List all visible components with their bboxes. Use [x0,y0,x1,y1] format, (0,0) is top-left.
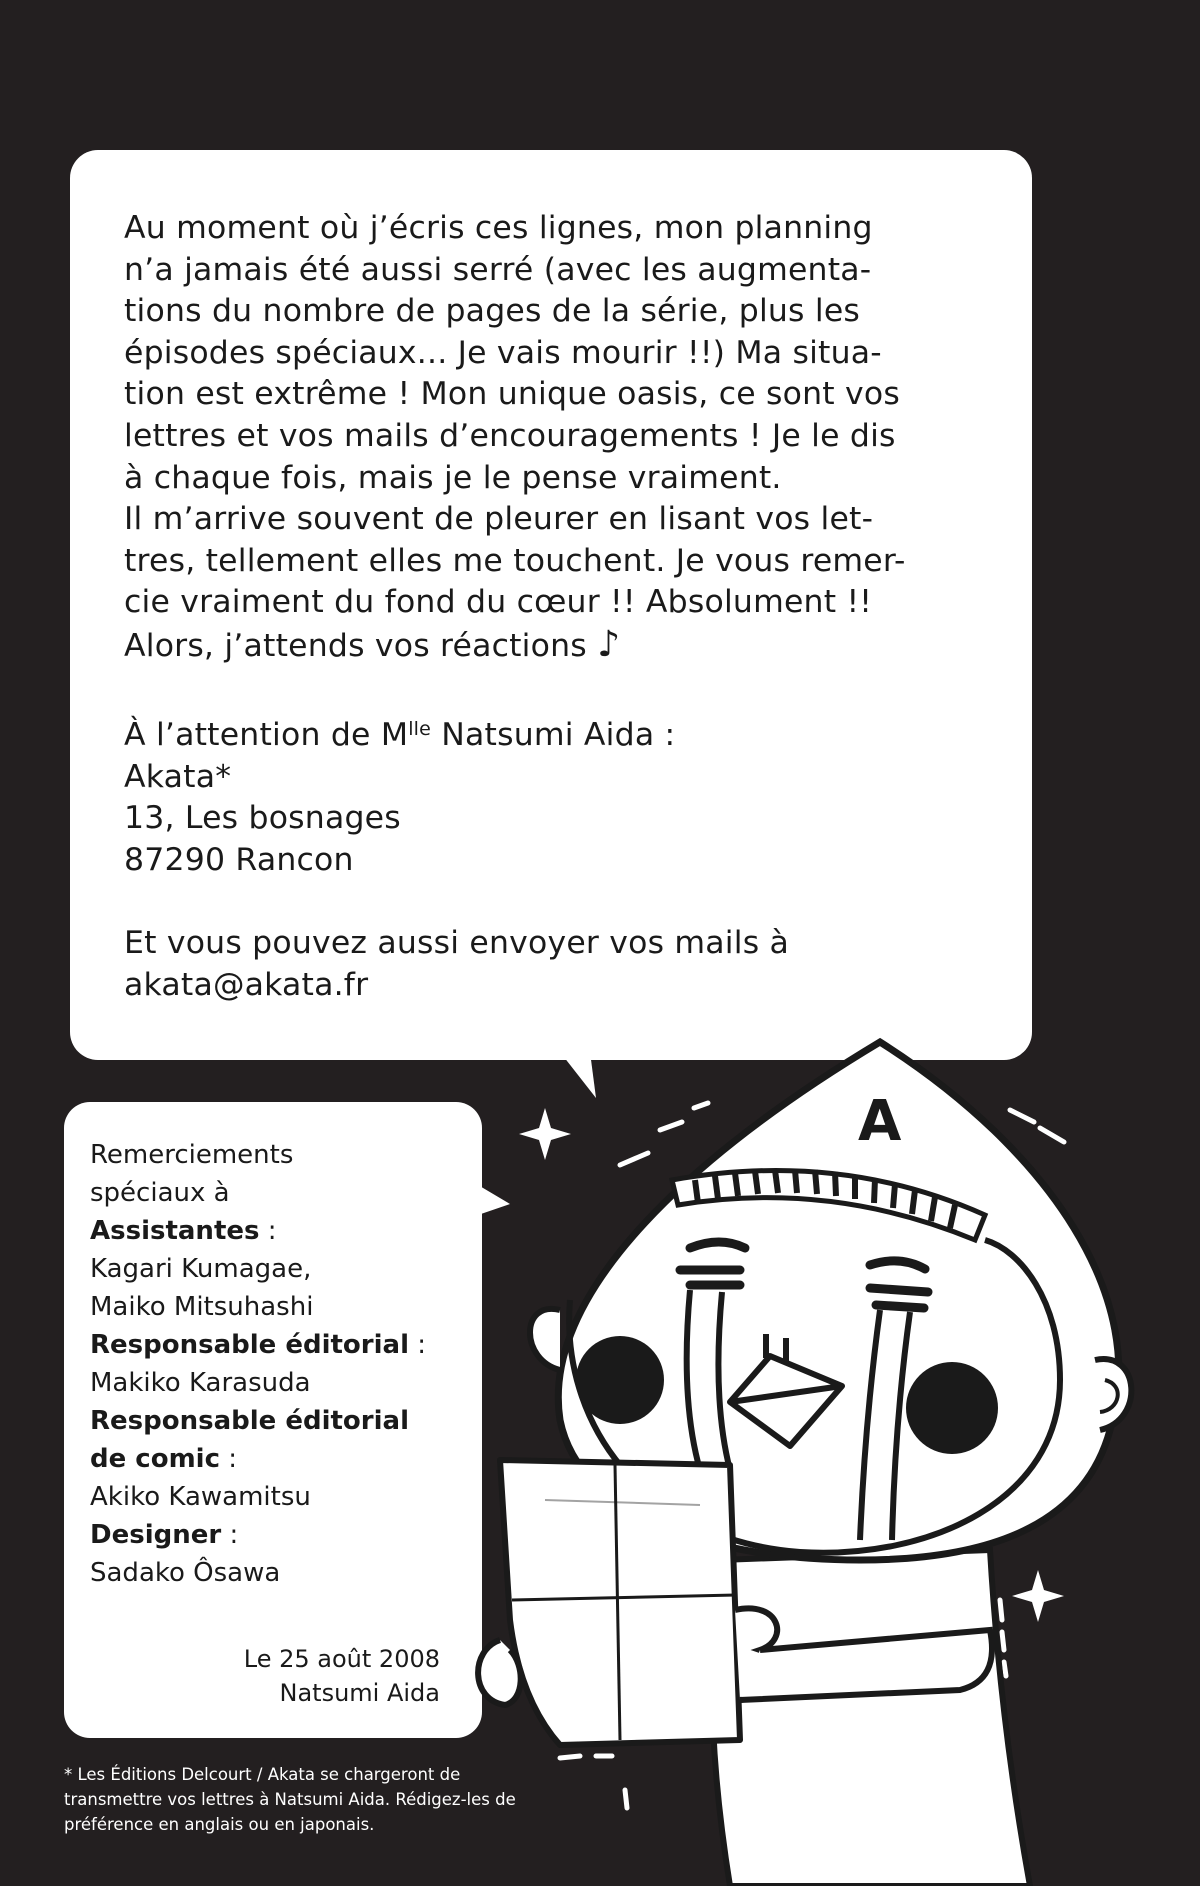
credits-bubble-tail [478,1185,510,1215]
colon: : [221,1520,239,1550]
credits-heading: Remerciements [90,1140,294,1170]
closing-text: Alors, j’attends vos réactions [124,627,587,664]
hat-letter: A [858,1089,902,1154]
assistants-label: Assistantes [90,1216,260,1246]
colon: : [259,1216,277,1246]
editor-label: Responsable éditorial [90,1330,409,1360]
letter-line: lettres et vos mails d’encouragements ! Je le dis [124,417,896,454]
footnote-line: * Les Éditions Delcourt / Akata se chargeront de [64,1765,461,1784]
letter-line: tion est extrême ! Mon unique oasis, ce sont vos [124,376,900,413]
letter-line: épisodes spéciaux... Je vais mourir !!) Ma situa- [124,334,882,371]
colon: : [408,1330,427,1360]
email-intro: Et vous pouvez aussi envoyer vos mails à [124,925,790,962]
address-line: 13, Les bosnages [124,800,401,837]
email-address: akata@akata.fr [124,966,369,1003]
editor-name: Makiko Karasuda [90,1368,311,1398]
address-intro: À l’attention de M [124,717,409,754]
address-name: Natsumi Aida : [431,717,676,754]
left-ear [530,1309,560,1370]
signature-author: Natsumi Aida [279,1679,440,1707]
footnote-line: transmettre vos lettres à Natsumi Aida. Rédigez-les de [64,1790,516,1809]
designer-name: Sadako Ôsawa [90,1558,281,1588]
left-cheek [576,1336,664,1424]
assistant-name: Maiko Mitsuhashi [90,1292,314,1322]
comic-editor-label: Responsable éditorial [90,1406,409,1436]
letter-line: Au moment où j’écris ces lignes, mon planning [124,210,873,246]
comic-editor-name: Akiko Kawamitsu [90,1482,311,1512]
comic-editor-label-2: de comic [90,1444,220,1474]
address-line: 87290 Rancon [124,841,354,878]
music-note-icon: ♪ [597,623,621,665]
address-title-sup: lle [408,718,432,741]
letter-line: cie vraiment du fond du cœur !! Absolument !! [124,584,873,621]
footnote-line: préférence en anglais ou en japonais. [64,1815,375,1834]
paper-letter [500,1460,740,1745]
letter-line: n’a jamais été aussi serré (avec les augmenta- [124,251,872,288]
colon: : [220,1444,238,1474]
letter-line: tres, tellement elles me touchent. Je vous remer- [124,542,906,579]
letter-line: tions du nombre de pages de la série, plus les [124,293,861,330]
assistant-name: Kagari Kumagae, [90,1254,312,1284]
right-ear [1095,1359,1131,1430]
letter-line: Il m’arrive souvent de pleurer en lisant vos let- [124,501,874,538]
right-cheek [906,1362,998,1454]
signature-date: Le 25 août 2008 [243,1645,440,1673]
designer-label: Designer [90,1520,222,1550]
address-line: Akata* [124,758,232,795]
letter-line: à chaque fois, mais je le pense vraiment. [124,459,782,496]
main-bubble-tail [560,1052,596,1098]
credits-heading: spéciaux à [90,1178,230,1208]
mascot-body [712,1550,1030,1886]
